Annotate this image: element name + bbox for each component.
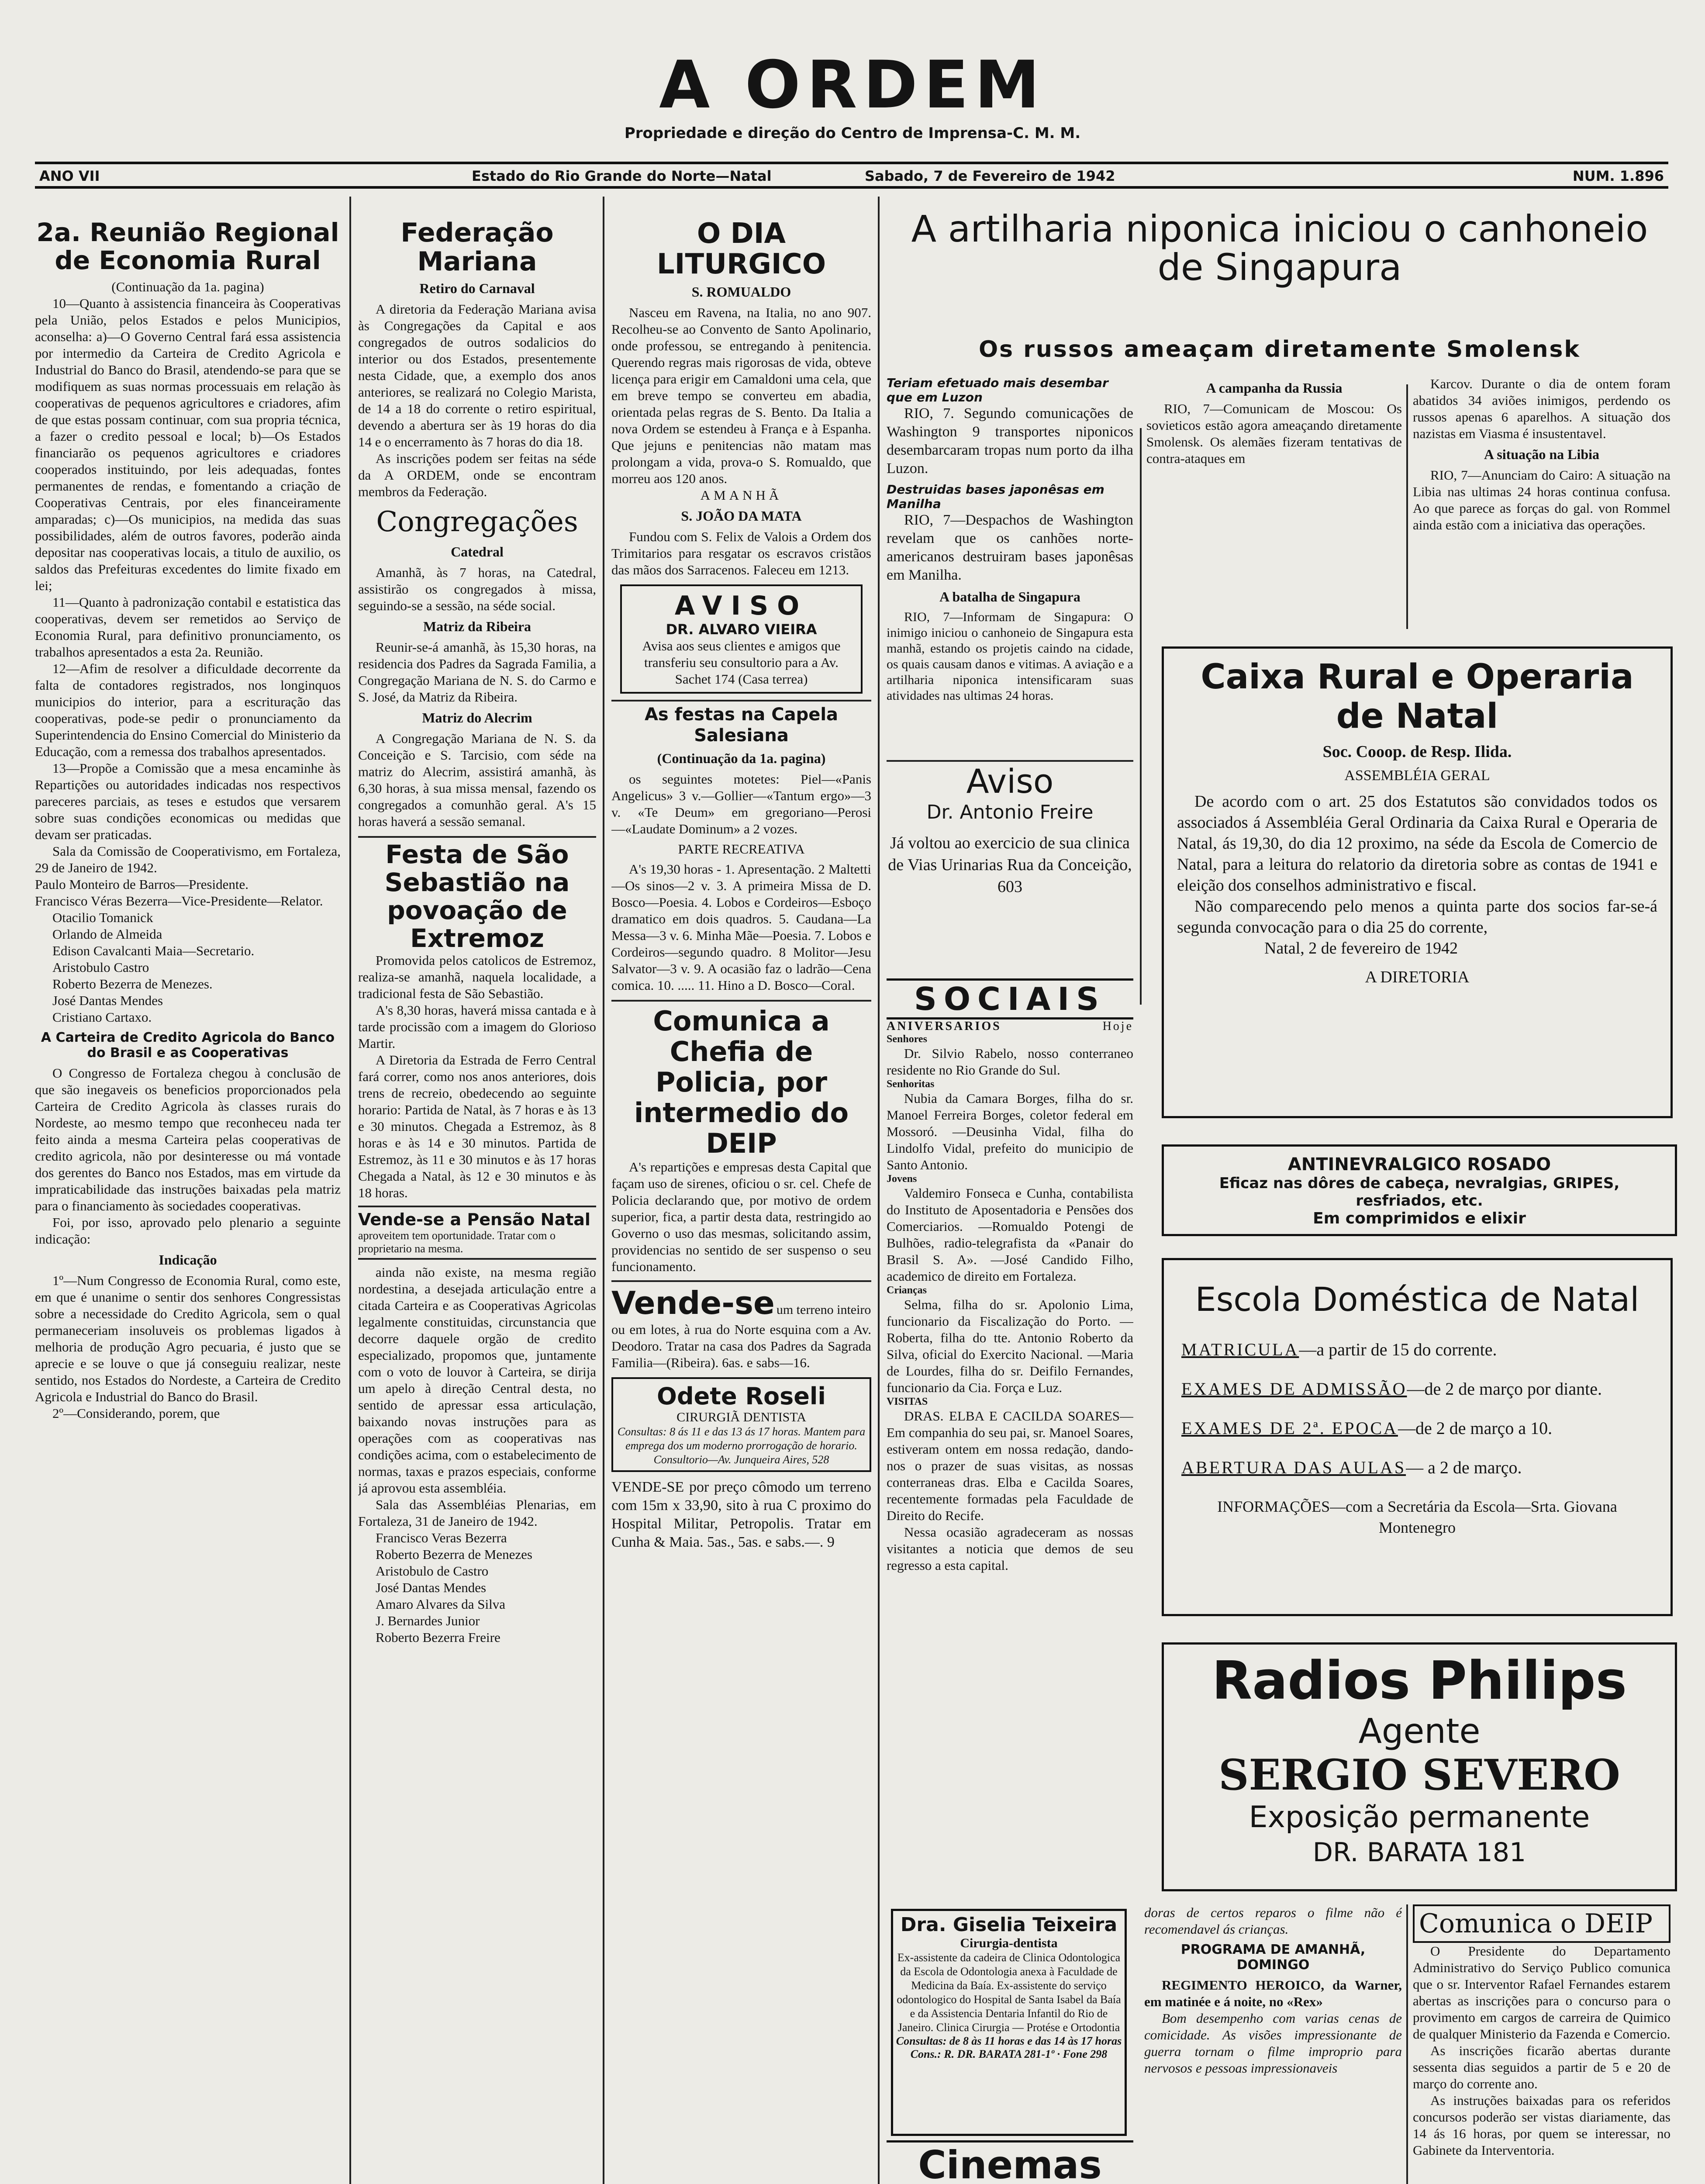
- col4-p2: RIO, 7—Despachos de Washington revelam que os canhões norte-americanos destruiram bases japonêsas em Manilha.: [887, 512, 1133, 583]
- col2-p7: A's 8,30 horas, haverá missa cantada e à tarde procissão com a imagem do Glorioso Martir.: [358, 1002, 596, 1051]
- caixa-sign: A DIRETORIA: [1365, 968, 1470, 986]
- col3-article: [611, 218, 871, 2184]
- main-subhead: Os russos ameaçam diretamente Smolensk: [978, 336, 1581, 363]
- caixa-p2: Não comparecendo pelo menos a quinta parte dos socios far-se-á segunda convocação para o dia 25 do corrente,: [1177, 897, 1657, 936]
- col1-p1: (Continuação da 1a. pagina): [111, 279, 264, 294]
- cinemas-section: [887, 2140, 1133, 2184]
- teixeira-title: Dra. Giselia Teixeira: [900, 1914, 1118, 1936]
- aviso-freire-name: Dr. Antonio Freire: [926, 801, 1094, 823]
- escola-l4: ABERTURA DAS AULAS— a 2 de março.: [1181, 1458, 1522, 1477]
- col2-p2: As inscrições podem ser feitas na séde da A ORDEM, onde se encontram membros da Federação.: [358, 451, 596, 499]
- radios-l1: Radios Philips: [1211, 1651, 1627, 1711]
- antineval-ad: [1162, 1144, 1677, 1236]
- caixa-date: Natal, 2 de fevereiro de 1942: [1264, 939, 1458, 957]
- col3-amanha: AMANHÃ: [700, 487, 783, 503]
- col1-p3: 11—Quanto à padronização contabil e estatistica das cooperativas, devem ser remetidos ao Serviço de Economia Rural, para definitivo pronunciamento, os trabalhos apresentados a esta 2a. Reunião.: [35, 594, 341, 660]
- col4-p3: RIO, 7—Informam de Singapura: O inimigo iniciou o canhoneio de Singapura esta manhã, estando os projetis caindo na cidade, os quais causam danos e vitimas. A aviação e a artilharia niponica intensificaram suas atividades nas ultimas 24 horas.: [887, 610, 1133, 703]
- programa-title: PROGRAMA DE AMANHÃ, DOMINGO: [1180, 1942, 1366, 1973]
- escola-info: INFORMAÇÕES—com a Secretária da Escola—Srta. Giovana Montenegro: [1217, 1498, 1617, 1536]
- col2-sub3: Matriz da Ribeira: [423, 619, 532, 634]
- escola-domestica-ad: [1162, 1258, 1673, 1616]
- antineval-line1: Eficaz nas dôres de cabeça, nevralgias, GRIPES, resfriados, etc.: [1219, 1175, 1620, 1209]
- col1-p7: O Congresso de Fortaleza chegou à conclusão de que são inegaveis os beneficios proporcionados pela Carteira de Credito Agricola às classes rurais do Nordeste, ao mesmo tempo que reconheceu nada ter feito ainda a mesma Carteira pelas cooperativas de credito agricola, não por desinteresse ou má vontade dos gerentes do Banco nos Estados, mas em virtude da impraticabilidade das instruções baixadas pela matriz para o financiamento às sociedades cooperativas.: [35, 1065, 341, 1213]
- col3-title2: Comunica a Chefia de Policia, por intermedio do DEIP: [611, 1000, 871, 1159]
- col2-p3: Amanhã, às 7 horas, na Catedral, assistirão os congregados à missa, seguindo-se a sessão, na séde social.: [358, 565, 596, 613]
- aviso-freire-title: Aviso: [966, 762, 1054, 801]
- column-rule: [1406, 384, 1408, 629]
- masthead-title: A ORDEM: [659, 47, 1046, 123]
- dateline-ano: ANO VII: [39, 168, 100, 184]
- caixa-sub2: ASSEMBLÉIA GERAL: [1344, 767, 1490, 784]
- pensao-text: aproveitem tem oportunidade. Tratar com o proprietario na mesma.: [358, 1229, 556, 1255]
- col1-p5: 13—Propõe a Comissão que a mesa encaminhe às Repartições ou autoridades indicadas nos respectivos pareceres parciais, as teses e estudos que versarem sobre suas condições economicas ou medidas que devam ser praticadas.: [35, 760, 341, 842]
- aviso-vieira-title: AVISO: [674, 591, 808, 621]
- col2-sub1: Retiro do Carnaval: [419, 280, 535, 296]
- aviso-vieira-name: DR. ALVARO VIEIRA: [666, 621, 817, 638]
- col2-p8: A Diretoria da Estrada de Ferro Central fará correr, como nos anos anteriores, dois trens de recreio, obedecendo ao seguinte horario: Partida de Natal, às 7 horas e às 13 e 30 minutos. Chegada a Estremoz, às 8 horas e às 14 e 30 minutos. Partida de Estremoz, às 11 e 30 minutos e às 17 horas Chegada a Natal, às 12 e 30 minutos e às 18 horas.: [358, 1052, 596, 1200]
- col3-p3: os seguintes motetes: Piel—«Panis Angelicus» 3 v.—Gollier—«Tantum ergo»—3 v. «Te Deum» em gregoriano—Perosi —«Laudate Dominum» a 2 vozes.: [611, 771, 871, 836]
- col4-sub-b: Destruidas bases japonêsas em Manilha: [887, 482, 1104, 511]
- sociais-g5: VISITAS: [887, 1396, 928, 1407]
- col4-sub-e: A situação na Libia: [1484, 446, 1600, 462]
- caixa-title: Caixa Rural e Operaria de Natal: [1201, 657, 1634, 736]
- col4-subhead: [887, 336, 1673, 367]
- main-headline: A artilharia niponica iniciou o canhoneio de Singapura: [911, 210, 1648, 289]
- col2-title3: Festa de São Sebastião na povoação de Extremoz: [384, 840, 570, 953]
- col1-article: [35, 218, 341, 2184]
- col4a-text: [887, 376, 1133, 751]
- escola-title: Escola Doméstica de Natal: [1195, 1280, 1639, 1319]
- aviso-vieira-text: Avisa aos seus clientes e amigos que transferiu seu consultorio para a Av. Sachet 174 (Casa terrea): [642, 638, 841, 687]
- col4-p4: RIO, 7—Comunicam de Moscou: Os sovieticos estão agora ameaçando diretamente Smolensk. Os alemães fizeram tentativas de contra-ataques em: [1146, 401, 1402, 466]
- col3-p4: A's 19,30 horas - 1. Apresentação. 2 Maltetti—Os sinos—2 v. 3. A primeira Missa de D. Bosco—Poesia. 4. Lobos e Cordeiros—Esboço dramatico em dois quadros. 5. Caudana—La Messa—3 v. 6. Minha Mãe—Poesia. 7. Lobos e Cordeiros—segundo quadro. 8 Molitor—Jesu Salvator—3 v. 9. A ocasião faz o ladrão—Cena comica. 10. ..... 11. Hino a D. Bosco—Coral.: [611, 861, 871, 993]
- cinemas-title: Cinemas: [887, 2140, 1133, 2184]
- column-rule: [1140, 428, 1142, 1005]
- col4-p6: RIO, 7—Anunciam do Cairo: A situação na Libia nas ultimas 24 horas continua confusa. Ao que parece as forças do gal. von Rommel ainda estão com a iniciativa das operações.: [1413, 467, 1670, 532]
- deip-p3: As instruções baixadas para os referidos concursos poderão ser vistas diariamente, das 14 ás 16 horas, por quem se interessar, no Gabinete da Interventoria.: [1413, 2093, 1670, 2158]
- teixeira-ad: [891, 1909, 1127, 2136]
- col3-p1: Nasceu em Ravena, na Italia, no ano 907. Recolheu-se ao Convento de Santo Apolinario, onde professou, se entregando à penitencia. Querendo regras mais rigorosas de vida, obteve licença para erigir em Camaldoni uma cela, que em breve tempo se converteu em abadia, orientada pelas regras de S. Bento. Da Italia a nova Ordem se estendeu à França e à Espanha. Que jejuns e penitencias não matam mas prolongam a vida, prova-o S. Romualdo, que morreu aos 120 anos.: [611, 305, 871, 486]
- odete-text: Consultas: 8 ás 11 e das 13 ás 17 horas. Mantem para emprega dos um moderno prorrogação de horario. Consultorio—Av. Junqueira Aires, 528: [617, 1425, 866, 1466]
- radios-l4: Exposição permanente: [1249, 1800, 1590, 1835]
- escola-l3: EXAMES DE 2ª. EPOCA—de 2 de março a 10.: [1181, 1418, 1553, 1438]
- aviso-freire-text: Já voltou ao exercicio de sua clinica de Vias Urinarias Rua da Conceição, 603: [888, 834, 1132, 896]
- column-rule: [603, 197, 604, 2184]
- col1-signers: Paulo Monteiro de Barros—Presidente. Francisco Véras Bezerra—Vice-Presidente—Relator. Otacilio Tomanick Orlando de Almeida Edison Cavalcanti Maia—Secretario. Aristobulo Castro Roberto Bezerra de Menezes. José Dantas Mendes Cristiano Cartaxo.: [35, 877, 323, 1025]
- col2-title: Federação Mariana: [400, 218, 554, 277]
- vende-se-title: Vende-se: [611, 1285, 775, 1321]
- sociais-g1: Senhores: [887, 1033, 927, 1045]
- deip-section: [1413, 1904, 1670, 2184]
- deip-p1: O Presidente do Departamento Administrativo do Serviço Publico comunica que o sr. Interventor Rafael Fernandes estarem abertas as inscrições para o concurso para o provimento em cargos de carreira de Quimico de qualquer Ministerio da Fazenda e Comercio.: [1413, 1943, 1670, 2042]
- col1-p6: Sala da Comissão de Cooperativismo, em Fortaleza, 29 de Janeiro de 1942.: [35, 843, 341, 875]
- col2-p1: A diretoria da Federação Mariana avisa às Congregações da Capital e aos congregados de outros sodalicios do interior ou dos Estados, presentemente nesta Cidade, que, a exemplo dos anos anteriores, se realizará no Colegio Marista, de 14 a 18 do corrente o retiro espiritual, devendo a abertura ser às 19 horas do dia 14 e o encerramento às 7 horas do dia 18.: [358, 301, 596, 449]
- col1-p2: 10—Quanto à assistencia financeira às Cooperativas pela União, pelos Estados e pelos Municipios, aconselha: a)—O Governo Central fará essa assistencia por intermedio da Carteira de Credito Agricola e Industrial do Banco do Brasil, atendendo-se para que se modifiquem as suas normas processuais em relação às cooperativas de pequenos agricultores e criadores, afim de que estas possam continuar, com sua propria técnica, a fazer o credito pessoal e local; b)—Os Estados financiarão os pequenos agricultores e criadores cooperados instituindo, por leis adequadas, fontes permanentes de rendas, e fomentando a criação de Cooperativas Centrais, por eles financeiramente amparadas; c)—Os municipios, na medida das suas possibilidades, além de outros favores, poderão ainda depositar nas cooperativas locais, a titulo de auxilio, os saldos das Prefeituras excedentes do limite fixado em lei;: [35, 296, 341, 593]
- vende-se-ad: [611, 1280, 871, 1371]
- sociais-p4: Selma, filha do sr. Apolonio Lima, funcionario da Fiscalização do Porto. —Roberta, filha do tte. Antonio Roberto da Silva, oficial do Exercito Nacional. —Maria de Lourdes, filha do sr. Deifilo Fernandes, funcionario da Cia. Força e Luz.: [887, 1297, 1133, 1395]
- caixa-rural-ad: [1162, 646, 1673, 1118]
- col1-p10: 2º—Considerando, porem, que: [52, 1406, 220, 1421]
- radios-l3: SERGIO SEVERO: [1218, 1750, 1620, 1800]
- programa-p0: doras de certos reparos o filme não é recomendavel ás crianças.: [1144, 1905, 1402, 1937]
- aviso-freire-ad: [887, 760, 1133, 989]
- col2-sub4: Matriz do Alecrim: [422, 710, 532, 726]
- radios-l5: DR. BARATA 181: [1312, 1837, 1526, 1868]
- radios-philips-ad: [1162, 1642, 1677, 1891]
- col2-signers: Francisco Veras Bezerra Roberto Bezerra de Menezes Aristobulo de Castro José Dantas Mendes Amaro Alvares da Silva J. Bernardes Junior Roberto Bezerra Freire: [376, 1530, 532, 1645]
- sociais-p1: Dr. Silvio Rabelo, nosso conterraneo residente no Rio Grande do Sul.: [887, 1046, 1133, 1078]
- sociais-g2: Senhoritas: [887, 1078, 935, 1090]
- deip-title: Comunica o DEIP: [1413, 1904, 1670, 1943]
- col2-p6: Promovida pelos catolicos de Estremoz, realiza-se amanhã, naquela localidade, a tradicional festa de São Sebastião.: [358, 953, 596, 1001]
- antineval-title: ANTINEVRALGICO ROSADO: [1287, 1154, 1551, 1175]
- col2-p4: Reunir-se-á amanhã, às 15,30 horas, na residencia dos Padres da Sagrada Familia, a Congregação Mariana de N. S. do Carmo e S. José, da Matriz da Ribeira.: [358, 639, 596, 705]
- teixeira-text: Ex-assistente da cadeira de Clinica Odontologica da Escola de Odontologia anexa à Faculdade de Medicina da Baía. Ex-assistente do serviço odontologico do Hospital de Santa Isabel da Baía e da Assistencia Dentaria Infantil do Rio de Janeiro. Clinica Cirurgia — Protése e Ortodontia: [897, 1951, 1121, 2034]
- sociais-title: SOCIAIS: [887, 978, 1133, 1019]
- col4b-text: [1146, 376, 1402, 620]
- col1-p8: Foi, por isso, aprovado pelo plenario a seguinte indicação:: [35, 1215, 341, 1247]
- col1-sub1: A Carteira de Credito Agricola do Banco do Brasil e as Cooperativas: [41, 1030, 335, 1061]
- dateline-place: Estado do Rio Grande do Norte—Natal: [472, 168, 772, 184]
- teixeira-addr: Cons.: R. DR. BARATA 281-1º · Fone 298: [910, 2048, 1108, 2060]
- sociais-g4: Crianças: [887, 1285, 927, 1296]
- sociais-p2: Nubia da Camara Borges, filha do sr. Manoel Ferreira Borges, coletor federal em Mossoró. —Deusinha Vidal, filha do Lindolfo Vidal, prefeito do municipio de Santo Antonio.: [887, 1091, 1133, 1172]
- dateline: [35, 162, 1668, 189]
- odete-roseli-ad: [611, 1377, 871, 1472]
- sociais-p6: Nessa ocasião agradeceram as nossas visitantes a noticia que demos de seu regresso a esta capital.: [887, 1524, 1133, 1573]
- col3-title: O DIA LITURGICO: [656, 218, 826, 280]
- teixeira-hours: Consultas: de 8 às 11 horas e das 14 às 17 horas: [896, 2035, 1122, 2047]
- vende-se-side: um terreno inteiro: [776, 1303, 871, 1317]
- col1-sub2: Indicação: [159, 1252, 217, 1268]
- sociais-g3: Jovens: [887, 1173, 917, 1185]
- col3-festas-sub: (Continuação da 1a. pagina): [657, 750, 826, 766]
- programa-p2: Bom desempenho com varias cenas de comicidade. As visões impressionante de guerra tornam o filme improprio para nervosos e pessoas impressionaveis: [1144, 2011, 1402, 2076]
- escola-l2: EXAMES DE ADMISSÃO—de 2 de março por diante.: [1181, 1379, 1602, 1399]
- dateline-num: NUM. 1.896: [1572, 168, 1664, 184]
- column-rule: [878, 197, 880, 2184]
- odete-title: Odete Roseli: [657, 1382, 826, 1410]
- antineval-line2: Em comprimidos e elixir: [1313, 1209, 1526, 1227]
- dateline-date: Sabado, 7 de Fevereiro de 1942: [865, 168, 1115, 184]
- odete-sub: CIRURGIÃ DENTISTA: [676, 1410, 806, 1424]
- masthead-subtitle: Propriedade e direção do Centro de Imprensa-C. M. M.: [624, 124, 1081, 142]
- column-rule: [349, 197, 351, 2184]
- col3-sub2: S. JOÃO DA MATA: [681, 508, 802, 524]
- deip-p2: As inscrições ficarão abertas durante sessenta dias seguidos a partir de 5 e 20 de março do corrente ano.: [1413, 2043, 1670, 2091]
- caixa-sub: Soc. Cooop. de Resp. Ilida.: [1322, 743, 1512, 761]
- col2-p5: A Congregação Mariana de N. S. da Conceição e S. Tarcisio, com séde na matriz do Alecrim, assistirá amanhã, às 6,30 horas, à sua missa mensal, fazendo os congregados a comunhão geral. A's 15 horas haverá a sessão semanal.: [358, 731, 596, 829]
- sociais-p5: DRAS. ELBA E CACILDA SOARES—Em companhia do seu pai, sr. Manoel Soares, estiveram ontem em nossa redação, dando-nos o prazer de suas visitas, as nossas conterraneas dras. Elba e Cacilda Soares, recentemente formadas pela Faculdade de Direito do Recife.: [887, 1408, 1133, 1523]
- programa-section: [1144, 1904, 1402, 2184]
- col4-sub-c: A batalha de Singapura: [939, 589, 1080, 605]
- column-rule: [1406, 1904, 1408, 2184]
- col2-title2: Congregações: [376, 506, 578, 538]
- vende-terreno-ad: VENDE-SE por preço cômodo um terreno com 15m x 33,90, sito à rua C proximo do Hospital Militar, Petropolis. Tratar em Cunha & Maia. 5as., 5as. e sabs.—. 9: [611, 1479, 871, 1550]
- col4-p5: Karcov. Durante o dia de ontem foram abatidos 34 aviões inimigos, perdendo os russos apenas 6 aparelhos. A situação dos nazistas em Viasma é insustentavel.: [1413, 376, 1670, 441]
- col4c-text: [1413, 376, 1670, 620]
- col2-p9: ainda não existe, na mesma região nordestina, a desejada articulação entre a citada Carteira e as Cooperativas Agricolas legalmente constituidas, circunstancia que decorre daquele orgão de credito especializado, propomos que, juntamente com o voto de louvor à Carteira, se dirija um apelo à direção Central desta, no sentido de apressar essa articulação, baixando novas instruções para as operações com as cooperativas nas condições acima, com o estabelecimento de normas, taxas e prazos especiais, conforme já aprovou esta assembléia.: [358, 1265, 596, 1496]
- pensao-title: Vende-se a Pensão Natal: [358, 1210, 590, 1229]
- col2-p10: Sala das Assembléias Plenarias, em Fortaleza, 31 de Janeiro de 1942.: [358, 1497, 596, 1529]
- col1-p9: 1º—Num Congresso de Economia Rural, como este, em que é unanime o sentir dos senhores Congressistas sobre a necessidade do Credito Agricola, sem o qual permaneceriam insoluveis os problemas ligados à melhoria de produção Agro pecuaria, é justo que se aprecie e se louve o que já conseguiu realizar, neste sentido, nos Estados do Nordeste, a Carteira de Credito Agricola e Industrial do Banco do Brasil.: [35, 1273, 341, 1404]
- col3-p5: A's repartições e empresas desta Capital que façam uso de sirenes, oficiou o sr. cel. Chefe de Policia declarando que, por motivo de ordem superior, fica, a partir desta data, restringido ao Governo o uso das mesmas, solicitando assim, providencias no sentido de ser suspenso o seu funcionamento.: [611, 1159, 871, 1274]
- col4-sub-d: A campanha da Russia: [1206, 380, 1343, 396]
- col1-p4: 12—Afim de resolver a dificuldade decorrente da falta de contadores registrados, nos longinquos municipios do interior, para a escrituração das cooperativas, pode-se pedir o pronunciamento da Superintendencia do Ensino Comercial do Ministerio da Educação, com a remessa dos trabalhos apresentados.: [35, 661, 341, 759]
- teixeira-sub: Cirurgia-dentista: [960, 1936, 1058, 1950]
- sociais-section: [887, 978, 1133, 1913]
- aviso-vieira-ad: [620, 584, 863, 694]
- caixa-p1: De acordo com o art. 25 dos Estatutos são convidados todos os associados á Assembléia Geral Ordinaria da Caixa Rural e Operaria de Natal, ás 19,30, do dia 12 proximo, na séde da Escola de Comercio de Natal, para a leitura do relatorio da diretoria sobre as contas de 1941 e eleição dos conselhos administrativo e fiscal.: [1177, 792, 1657, 895]
- pensao-natal-ad: [358, 1206, 596, 1260]
- col3-parte: PARTE RECREATIVA: [678, 841, 805, 857]
- col2-article: [358, 218, 596, 2184]
- col3-festas-title: As festas na Capela Salesiana: [611, 700, 871, 746]
- programa-p1: REGIMENTO HEROICO, da Warner, em matinée e á noite, no «Rex»: [1144, 1977, 1402, 2009]
- sociais-aniv: ANIVERSARIOS Hoje: [887, 1019, 1133, 1033]
- escola-l1: MATRICULA—a partir de 15 do corrente.: [1181, 1340, 1497, 1359]
- col4-sub-a: Teriam efetuado mais desembar que em Luzon: [887, 376, 1108, 404]
- col3-sub1: S. ROMUALDO: [691, 284, 791, 300]
- col4-headline: [887, 210, 1673, 323]
- radios-l2: Agente: [1358, 1712, 1481, 1751]
- col3-p2: Fundou com S. Felix de Valois a Ordem dos Trimitarios para resgatar os escravos cristãos das mãos dos Sarracenos. Faleceu em 1213.: [611, 529, 871, 577]
- sociais-p3: Valdemiro Fonseca e Cunha, contabilista do Instituto de Aposentadoria e Pensões dos Comerciarios. —Romualdo Potengi de Bulhões, radio-telegrafista da «Panair do Brasil S. A». —José Candido Filho, academico de direito em Fortaleza.: [887, 1185, 1133, 1284]
- vende-se-text: ou em lotes, à rua do Norte esquina com a Av. Deodoro. Tratar na casa dos Padres da Sagrada Familia—(Ribeira). 6as. e sabs—16.: [611, 1322, 871, 1370]
- col4-p1: RIO, 7. Segundo comunicações de Washington 9 transportes niponicos desembarcaram tropas num porto da ilha Luzon.: [887, 405, 1133, 477]
- col2-sub2: Catedral: [451, 544, 504, 560]
- col1-title: 2a. Reunião Regional de Economia Rural: [36, 218, 339, 275]
